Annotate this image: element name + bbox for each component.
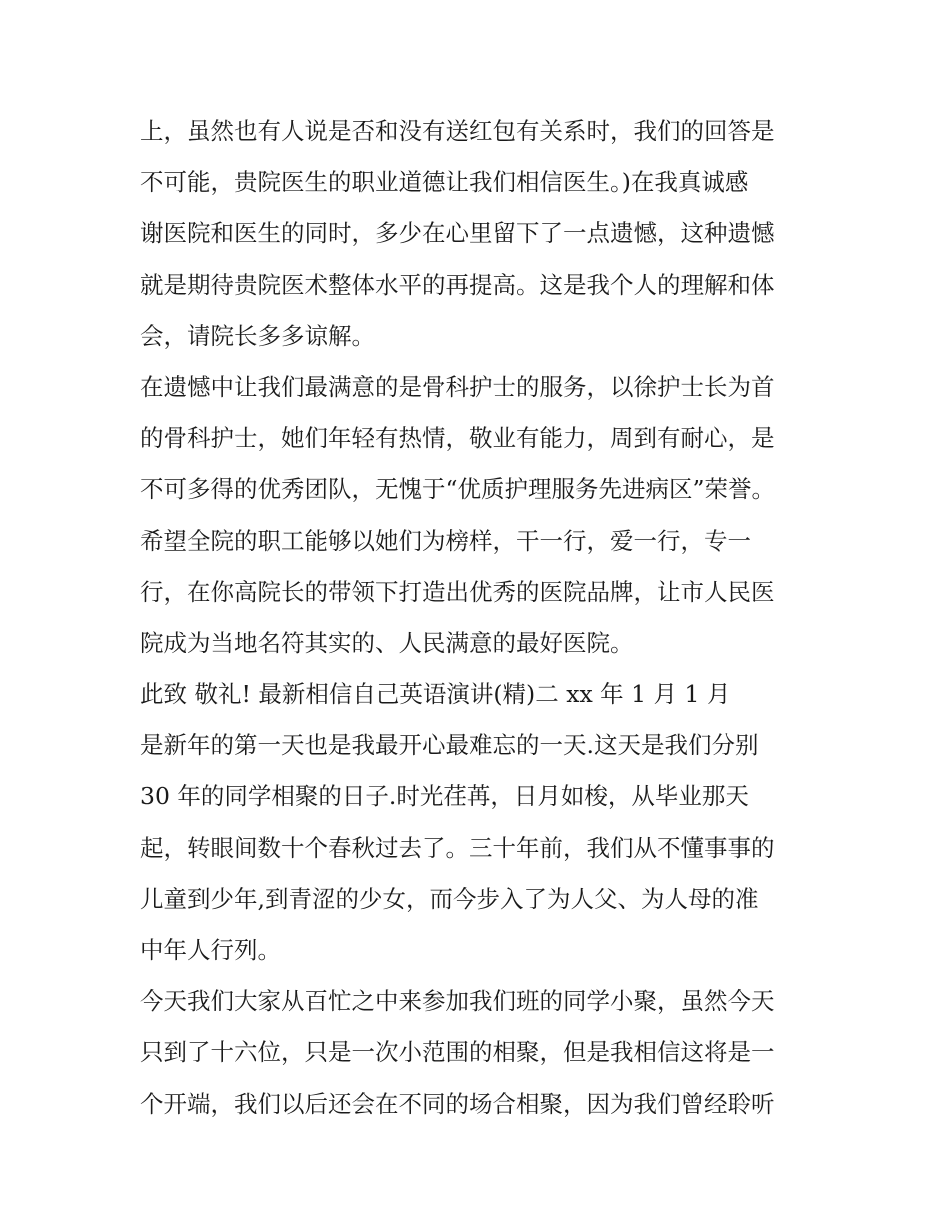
text-line: 起，转眼间数十个春秋过去了。三十年前，我们从不懂事事的	[140, 833, 775, 862]
text-line: 今天我们大家从百忙之中来参加我们班的同学小聚，虽然今天	[140, 987, 775, 1016]
text-line: 个开端，我们以后还会在不同的场合相聚，因为我们曾经聆听	[140, 1089, 775, 1118]
text-line: 就是期待贵院医术整体水平的再提高。这是我个人的理解和体	[140, 270, 775, 299]
text-line: 院成为当地名符其实的、人民满意的最好医院。	[140, 628, 634, 657]
text-line: 希望全院的职工能够以她们为榜样，干一行，爱一行，专一	[140, 526, 751, 555]
text-line: 儿童到少年,到青涩的少女，而今步入了为人父、为人母的准	[140, 884, 759, 913]
text-line: 不可能，贵院医生的职业道德让我们相信医生。)在我真诚感	[140, 168, 749, 197]
text-line: 中年人行列。	[140, 936, 281, 964]
text-line: 30 年的同学相聚的日子.时光荏苒，日月如梭，从毕业那天	[140, 782, 749, 811]
text-line: 上，虽然也有人说是否和没有送红包有关系时，我们的回答是	[140, 117, 775, 145]
text-line: 行，在你高院长的带领下打造出优秀的医院品牌，让市人民医	[140, 577, 775, 606]
text-line: 谢医院和医生的同时，多少在心里留下了一点遗憾，这种遗憾	[140, 219, 775, 248]
text-line: 在遗憾中让我们最满意的是骨科护士的服务，以徐护士长为首	[140, 372, 775, 401]
text-line: 是新年的第一天也是我最开心最难忘的一天.这天是我们分别	[140, 731, 759, 760]
text-line: 会，请院长多多谅解。	[140, 321, 375, 350]
text-line: 只到了十六位，只是一次小范围的相聚，但是我相信这将是一	[140, 1038, 775, 1067]
text-line: 不可多得的优秀团队，无愧于“优质护理服务先进病区”荣誉。	[140, 475, 776, 504]
text-line: 的骨科护士，她们年轻有热情，敬业有能力，周到有耐心，是	[140, 424, 775, 453]
text-line: 此致 敬礼! 最新相信自己英语演讲(精)二 xx 年 1 月 1 月	[140, 680, 731, 709]
document-body	[140, 106, 820, 1130]
